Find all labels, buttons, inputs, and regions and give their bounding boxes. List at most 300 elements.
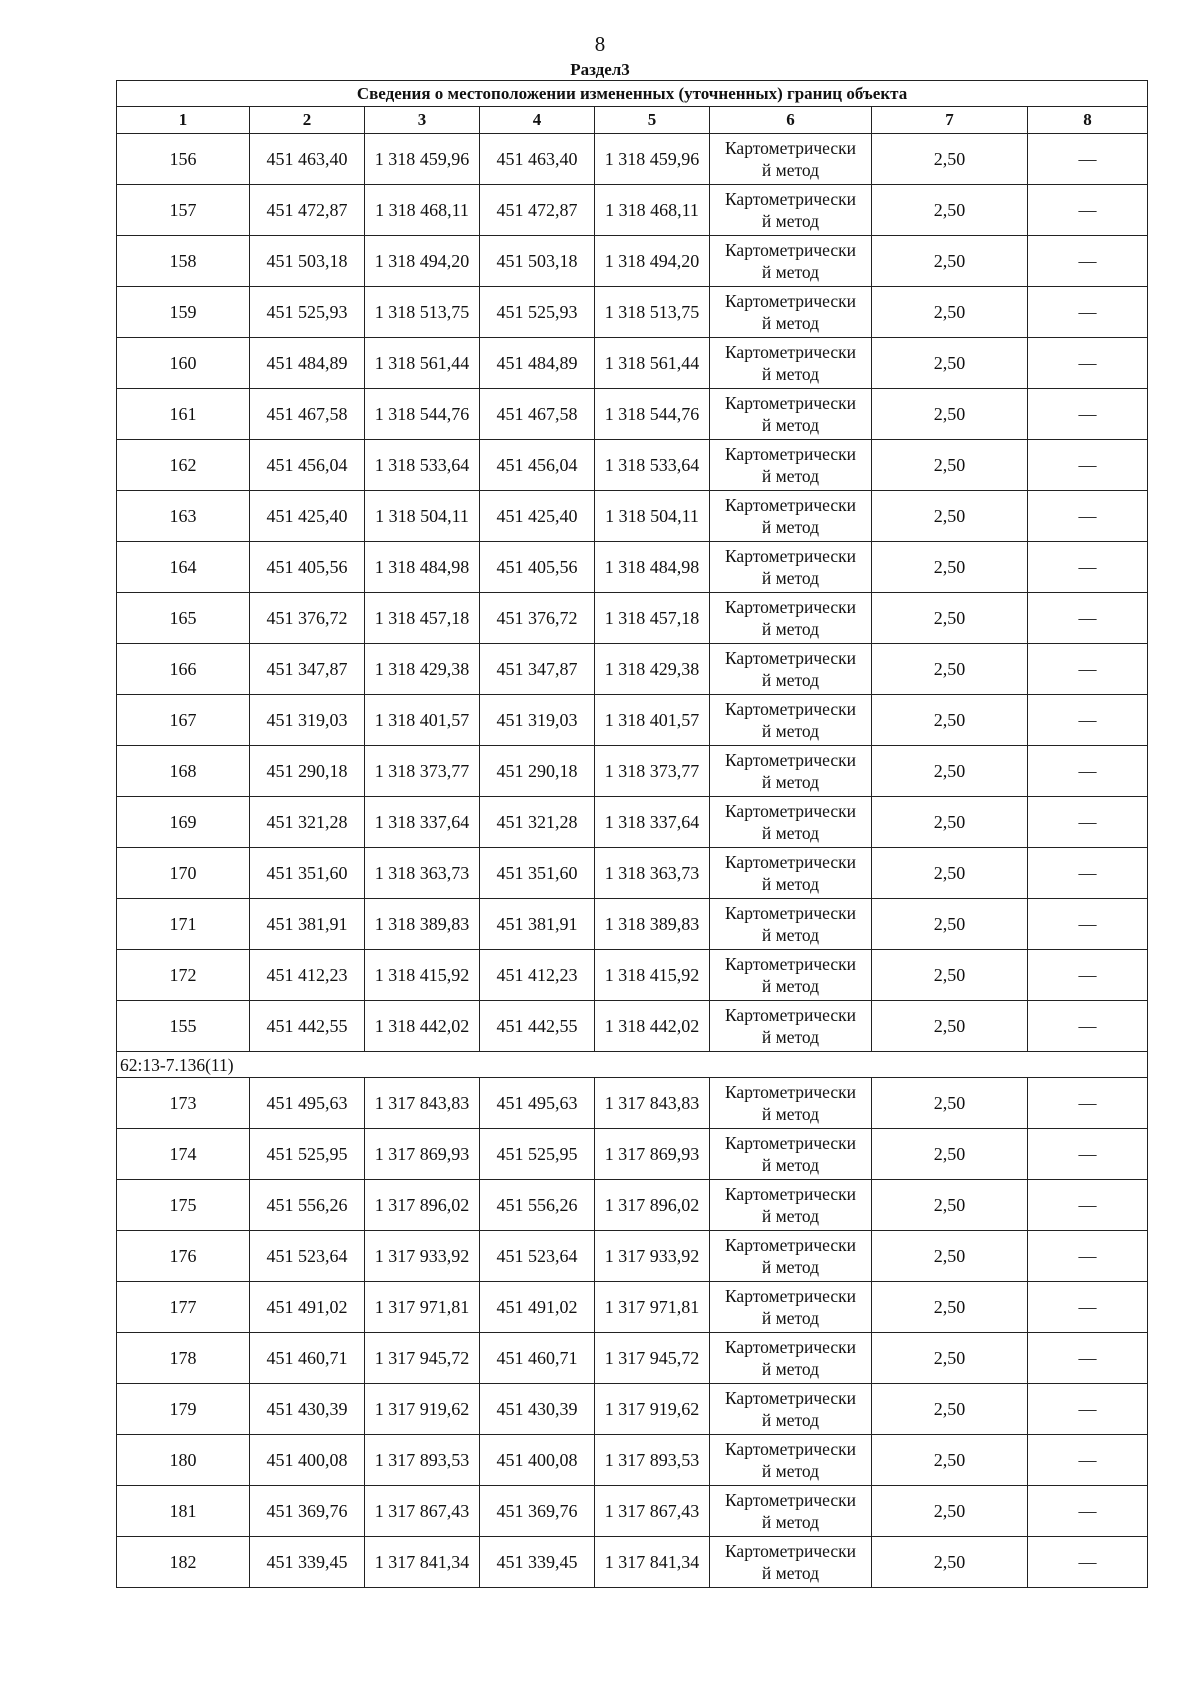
description-cell: —: [1028, 593, 1148, 644]
new-y-cell: 1 318 429,38: [595, 644, 710, 695]
new-y-cell: 1 318 459,96: [595, 134, 710, 185]
method-line: Картометрически: [724, 1184, 857, 1204]
table-row: [117, 950, 1148, 1001]
description-cell: —: [1028, 797, 1148, 848]
method-line: Картометрически: [724, 648, 857, 668]
new-y-cell: 1 318 513,75: [595, 287, 710, 338]
old-x-cell: 451 525,93: [250, 287, 365, 338]
method-line: й метод: [761, 721, 820, 741]
new-y-cell: 1 318 484,98: [595, 542, 710, 593]
old-x-cell: 451 463,40: [250, 134, 365, 185]
table-row: [117, 899, 1148, 950]
point-number-cell: 169: [117, 797, 250, 848]
method-cell: [710, 1384, 872, 1435]
old-x-cell: 451 495,63: [250, 1078, 365, 1129]
point-number-cell: 174: [117, 1129, 250, 1180]
point-number-cell: 159: [117, 287, 250, 338]
new-y-cell: 1 317 919,62: [595, 1384, 710, 1435]
table-row: [117, 1435, 1148, 1486]
method-cell: [710, 950, 872, 1001]
method-line: й метод: [761, 619, 820, 639]
new-y-cell: 1 318 561,44: [595, 338, 710, 389]
table-caption: Сведения о местоположении измененных (уточненных) границ объекта: [117, 81, 1148, 107]
table-row: [117, 491, 1148, 542]
new-x-cell: 451 442,55: [480, 1001, 595, 1052]
method-line: Картометрически: [724, 1490, 857, 1510]
old-x-cell: 451 456,04: [250, 440, 365, 491]
point-number-cell: 180: [117, 1435, 250, 1486]
column-number: 2: [250, 107, 365, 134]
method-line: Картометрически: [724, 495, 857, 515]
old-y-cell: 1 318 373,77: [365, 746, 480, 797]
accuracy-cell: 2,50: [872, 899, 1028, 950]
method-cell: [710, 1486, 872, 1537]
table-row: [117, 134, 1148, 185]
method-cell: [710, 797, 872, 848]
old-y-cell: 1 318 513,75: [365, 287, 480, 338]
description-cell: —: [1028, 1001, 1148, 1052]
method-line: й метод: [761, 466, 820, 486]
description-cell: —: [1028, 440, 1148, 491]
table-row: [117, 440, 1148, 491]
point-number-cell: 164: [117, 542, 250, 593]
table-row: [117, 593, 1148, 644]
old-x-cell: 451 491,02: [250, 1282, 365, 1333]
accuracy-cell: 2,50: [872, 1333, 1028, 1384]
method-line: Картометрически: [724, 138, 857, 158]
table-row: [117, 1486, 1148, 1537]
old-y-cell: 1 317 893,53: [365, 1435, 480, 1486]
method-cell: [710, 287, 872, 338]
new-y-cell: 1 318 442,02: [595, 1001, 710, 1052]
old-y-cell: 1 317 867,43: [365, 1486, 480, 1537]
column-number: 8: [1028, 107, 1148, 134]
method-cell: [710, 1435, 872, 1486]
point-number-cell: 177: [117, 1282, 250, 1333]
page-number: 8: [594, 32, 606, 56]
accuracy-cell: 2,50: [872, 287, 1028, 338]
description-cell: —: [1028, 1333, 1148, 1384]
method-line: Картометрически: [724, 852, 857, 872]
accuracy-cell: 2,50: [872, 644, 1028, 695]
method-cell: [710, 1282, 872, 1333]
table-row: [117, 1333, 1148, 1384]
point-number-cell: 172: [117, 950, 250, 1001]
description-cell: —: [1028, 1231, 1148, 1282]
old-y-cell: 1 317 971,81: [365, 1282, 480, 1333]
method-line: Картометрически: [724, 699, 857, 719]
column-number: 4: [480, 107, 595, 134]
old-x-cell: 451 400,08: [250, 1435, 365, 1486]
new-y-cell: 1 317 896,02: [595, 1180, 710, 1231]
method-line: й метод: [761, 1027, 820, 1047]
method-line: Картометрически: [724, 189, 857, 209]
point-number-cell: 182: [117, 1537, 250, 1588]
old-x-cell: 451 347,87: [250, 644, 365, 695]
old-x-cell: 451 525,95: [250, 1129, 365, 1180]
description-cell: —: [1028, 848, 1148, 899]
old-x-cell: 451 381,91: [250, 899, 365, 950]
group-label-row: [117, 1052, 1148, 1078]
method-line: Картометрически: [724, 1082, 857, 1102]
method-line: й метод: [761, 823, 820, 843]
description-cell: —: [1028, 236, 1148, 287]
method-cell: [710, 644, 872, 695]
description-cell: —: [1028, 1282, 1148, 1333]
description-cell: —: [1028, 1180, 1148, 1231]
accuracy-cell: 2,50: [872, 1180, 1028, 1231]
table-row: [117, 185, 1148, 236]
old-x-cell: 451 472,87: [250, 185, 365, 236]
table-row: [117, 797, 1148, 848]
old-y-cell: 1 317 896,02: [365, 1180, 480, 1231]
new-x-cell: 451 525,95: [480, 1129, 595, 1180]
description-cell: —: [1028, 644, 1148, 695]
method-cell: [710, 338, 872, 389]
new-x-cell: 451 319,03: [480, 695, 595, 746]
description-cell: —: [1028, 1129, 1148, 1180]
method-line: й метод: [761, 1155, 820, 1175]
table-row: [117, 1180, 1148, 1231]
old-y-cell: 1 318 504,11: [365, 491, 480, 542]
new-y-cell: 1 317 933,92: [595, 1231, 710, 1282]
new-x-cell: 451 400,08: [480, 1435, 595, 1486]
point-number-cell: 156: [117, 134, 250, 185]
column-number-row: [117, 107, 1148, 134]
description-cell: —: [1028, 491, 1148, 542]
point-number-cell: 179: [117, 1384, 250, 1435]
new-x-cell: 451 556,26: [480, 1180, 595, 1231]
point-number-cell: 167: [117, 695, 250, 746]
table-row: [117, 644, 1148, 695]
table-body: [117, 134, 1148, 1588]
old-x-cell: 451 412,23: [250, 950, 365, 1001]
method-line: Картометрически: [724, 1388, 857, 1408]
new-x-cell: 451 425,40: [480, 491, 595, 542]
accuracy-cell: 2,50: [872, 1078, 1028, 1129]
old-x-cell: 451 425,40: [250, 491, 365, 542]
point-number-cell: 155: [117, 1001, 250, 1052]
accuracy-cell: 2,50: [872, 491, 1028, 542]
new-x-cell: 451 463,40: [480, 134, 595, 185]
point-number-cell: 178: [117, 1333, 250, 1384]
old-x-cell: 451 460,71: [250, 1333, 365, 1384]
accuracy-cell: 2,50: [872, 1435, 1028, 1486]
old-x-cell: 451 321,28: [250, 797, 365, 848]
method-cell: [710, 1078, 872, 1129]
method-line: Картометрически: [724, 954, 857, 974]
new-y-cell: 1 317 867,43: [595, 1486, 710, 1537]
method-cell: [710, 1537, 872, 1588]
description-cell: —: [1028, 1486, 1148, 1537]
new-y-cell: 1 317 893,53: [595, 1435, 710, 1486]
new-y-cell: 1 318 494,20: [595, 236, 710, 287]
old-y-cell: 1 318 544,76: [365, 389, 480, 440]
point-number-cell: 173: [117, 1078, 250, 1129]
method-line: й метод: [761, 568, 820, 588]
new-x-cell: 451 351,60: [480, 848, 595, 899]
description-cell: —: [1028, 1537, 1148, 1588]
accuracy-cell: 2,50: [872, 1001, 1028, 1052]
accuracy-cell: 2,50: [872, 848, 1028, 899]
table-row: [117, 542, 1148, 593]
method-line: Картометрически: [724, 393, 857, 413]
column-number: 6: [710, 107, 872, 134]
description-cell: —: [1028, 1435, 1148, 1486]
description-cell: —: [1028, 1384, 1148, 1435]
accuracy-cell: 2,50: [872, 1129, 1028, 1180]
new-y-cell: 1 318 533,64: [595, 440, 710, 491]
method-cell: [710, 1231, 872, 1282]
new-x-cell: 451 491,02: [480, 1282, 595, 1333]
new-x-cell: 451 430,39: [480, 1384, 595, 1435]
method-cell: [710, 593, 872, 644]
method-line: й метод: [761, 262, 820, 282]
method-line: Картометрически: [724, 1337, 857, 1357]
group-label: 62:13-7.136(11): [117, 1052, 1148, 1078]
description-cell: —: [1028, 746, 1148, 797]
new-x-cell: 451 321,28: [480, 797, 595, 848]
new-x-cell: 451 523,64: [480, 1231, 595, 1282]
new-x-cell: 451 460,71: [480, 1333, 595, 1384]
method-line: Картометрически: [724, 801, 857, 821]
boundary-coordinates-table: [116, 80, 1148, 1588]
new-x-cell: 451 525,93: [480, 287, 595, 338]
table-row: [117, 1537, 1148, 1588]
table-caption-row: [117, 81, 1148, 107]
point-number-cell: 166: [117, 644, 250, 695]
method-line: Картометрически: [724, 342, 857, 362]
method-line: й метод: [761, 772, 820, 792]
old-x-cell: 451 523,64: [250, 1231, 365, 1282]
old-x-cell: 451 503,18: [250, 236, 365, 287]
new-x-cell: 451 381,91: [480, 899, 595, 950]
method-cell: [710, 695, 872, 746]
accuracy-cell: 2,50: [872, 338, 1028, 389]
accuracy-cell: 2,50: [872, 1537, 1028, 1588]
method-line: Картометрически: [724, 1541, 857, 1561]
point-number-cell: 175: [117, 1180, 250, 1231]
table-row: [117, 287, 1148, 338]
old-y-cell: 1 317 919,62: [365, 1384, 480, 1435]
old-y-cell: 1 317 869,93: [365, 1129, 480, 1180]
column-number: 7: [872, 107, 1028, 134]
new-y-cell: 1 318 401,57: [595, 695, 710, 746]
method-line: й метод: [761, 670, 820, 690]
table-row: [117, 1001, 1148, 1052]
method-line: й метод: [761, 1461, 820, 1481]
old-y-cell: 1 317 841,34: [365, 1537, 480, 1588]
method-line: Картометрически: [724, 903, 857, 923]
point-number-cell: 171: [117, 899, 250, 950]
column-number: 1: [117, 107, 250, 134]
old-x-cell: 451 405,56: [250, 542, 365, 593]
method-line: Картометрически: [724, 1439, 857, 1459]
method-line: Картометрически: [724, 1286, 857, 1306]
old-x-cell: 451 467,58: [250, 389, 365, 440]
old-y-cell: 1 317 933,92: [365, 1231, 480, 1282]
method-cell: [710, 899, 872, 950]
new-x-cell: 451 495,63: [480, 1078, 595, 1129]
new-x-cell: 451 347,87: [480, 644, 595, 695]
accuracy-cell: 2,50: [872, 950, 1028, 1001]
description-cell: —: [1028, 389, 1148, 440]
table-row: [117, 389, 1148, 440]
new-x-cell: 451 472,87: [480, 185, 595, 236]
method-line: Картометрически: [724, 1005, 857, 1025]
method-line: й метод: [761, 517, 820, 537]
table-row: [117, 1384, 1148, 1435]
new-x-cell: 451 456,04: [480, 440, 595, 491]
method-cell: [710, 746, 872, 797]
old-x-cell: 451 556,26: [250, 1180, 365, 1231]
old-x-cell: 451 319,03: [250, 695, 365, 746]
new-y-cell: 1 318 337,64: [595, 797, 710, 848]
old-y-cell: 1 318 457,18: [365, 593, 480, 644]
point-number-cell: 161: [117, 389, 250, 440]
accuracy-cell: 2,50: [872, 1384, 1028, 1435]
new-y-cell: 1 318 415,92: [595, 950, 710, 1001]
new-x-cell: 451 503,18: [480, 236, 595, 287]
new-y-cell: 1 317 945,72: [595, 1333, 710, 1384]
accuracy-cell: 2,50: [872, 797, 1028, 848]
point-number-cell: 181: [117, 1486, 250, 1537]
point-number-cell: 165: [117, 593, 250, 644]
column-number: 5: [595, 107, 710, 134]
method-line: Картометрически: [724, 597, 857, 617]
new-y-cell: 1 318 504,11: [595, 491, 710, 542]
point-number-cell: 160: [117, 338, 250, 389]
method-line: й метод: [761, 925, 820, 945]
point-number-cell: 158: [117, 236, 250, 287]
method-line: й метод: [761, 1206, 820, 1226]
method-line: Картометрически: [724, 1133, 857, 1153]
new-y-cell: 1 317 843,83: [595, 1078, 710, 1129]
new-x-cell: 451 412,23: [480, 950, 595, 1001]
old-x-cell: 451 369,76: [250, 1486, 365, 1537]
new-x-cell: 451 339,45: [480, 1537, 595, 1588]
method-line: Картометрически: [724, 1235, 857, 1255]
table-row: [117, 848, 1148, 899]
table-row: [117, 746, 1148, 797]
method-cell: [710, 1001, 872, 1052]
method-line: й метод: [761, 874, 820, 894]
point-number-cell: 176: [117, 1231, 250, 1282]
old-y-cell: 1 318 363,73: [365, 848, 480, 899]
method-line: й метод: [761, 1257, 820, 1277]
method-cell: [710, 1333, 872, 1384]
accuracy-cell: 2,50: [872, 542, 1028, 593]
accuracy-cell: 2,50: [872, 389, 1028, 440]
point-number-cell: 170: [117, 848, 250, 899]
accuracy-cell: 2,50: [872, 695, 1028, 746]
accuracy-cell: 2,50: [872, 1486, 1028, 1537]
new-y-cell: 1 317 869,93: [595, 1129, 710, 1180]
method-cell: [710, 1180, 872, 1231]
method-cell: [710, 440, 872, 491]
new-x-cell: 451 376,72: [480, 593, 595, 644]
accuracy-cell: 2,50: [872, 185, 1028, 236]
method-line: й метод: [761, 1410, 820, 1430]
new-x-cell: 451 369,76: [480, 1486, 595, 1537]
accuracy-cell: 2,50: [872, 236, 1028, 287]
new-y-cell: 1 317 841,34: [595, 1537, 710, 1588]
old-y-cell: 1 318 484,98: [365, 542, 480, 593]
accuracy-cell: 2,50: [872, 593, 1028, 644]
old-y-cell: 1 318 561,44: [365, 338, 480, 389]
accuracy-cell: 2,50: [872, 134, 1028, 185]
old-y-cell: 1 318 415,92: [365, 950, 480, 1001]
method-line: й метод: [761, 1104, 820, 1124]
table-row: [117, 338, 1148, 389]
method-cell: [710, 1129, 872, 1180]
description-cell: —: [1028, 287, 1148, 338]
table-row: [117, 695, 1148, 746]
new-y-cell: 1 318 363,73: [595, 848, 710, 899]
description-cell: —: [1028, 950, 1148, 1001]
method-line: й метод: [761, 1563, 820, 1583]
method-cell: [710, 185, 872, 236]
description-cell: —: [1028, 1078, 1148, 1129]
new-x-cell: 451 484,89: [480, 338, 595, 389]
old-y-cell: 1 318 533,64: [365, 440, 480, 491]
description-cell: —: [1028, 542, 1148, 593]
accuracy-cell: 2,50: [872, 1231, 1028, 1282]
new-x-cell: 451 467,58: [480, 389, 595, 440]
method-line: й метод: [761, 160, 820, 180]
table-row: [117, 1078, 1148, 1129]
description-cell: —: [1028, 134, 1148, 185]
old-y-cell: 1 318 494,20: [365, 236, 480, 287]
method-cell: [710, 134, 872, 185]
method-line: Картометрически: [724, 240, 857, 260]
old-x-cell: 451 376,72: [250, 593, 365, 644]
method-line: й метод: [761, 1512, 820, 1532]
description-cell: —: [1028, 695, 1148, 746]
point-number-cell: 157: [117, 185, 250, 236]
new-x-cell: 451 405,56: [480, 542, 595, 593]
new-y-cell: 1 318 544,76: [595, 389, 710, 440]
method-cell: [710, 491, 872, 542]
column-number: 3: [365, 107, 480, 134]
new-y-cell: 1 317 971,81: [595, 1282, 710, 1333]
table-row: [117, 236, 1148, 287]
new-y-cell: 1 318 389,83: [595, 899, 710, 950]
method-line: Картометрически: [724, 444, 857, 464]
table-row: [117, 1282, 1148, 1333]
method-line: й метод: [761, 313, 820, 333]
accuracy-cell: 2,50: [872, 1282, 1028, 1333]
old-y-cell: 1 318 442,02: [365, 1001, 480, 1052]
method-line: й метод: [761, 211, 820, 231]
old-y-cell: 1 317 843,83: [365, 1078, 480, 1129]
point-number-cell: 168: [117, 746, 250, 797]
point-number-cell: 163: [117, 491, 250, 542]
old-x-cell: 451 484,89: [250, 338, 365, 389]
accuracy-cell: 2,50: [872, 440, 1028, 491]
old-y-cell: 1 318 389,83: [365, 899, 480, 950]
method-cell: [710, 389, 872, 440]
method-line: Картометрически: [724, 750, 857, 770]
method-line: й метод: [761, 1308, 820, 1328]
method-line: Картометрически: [724, 546, 857, 566]
point-number-cell: 162: [117, 440, 250, 491]
new-x-cell: 451 290,18: [480, 746, 595, 797]
old-x-cell: 451 351,60: [250, 848, 365, 899]
new-y-cell: 1 318 468,11: [595, 185, 710, 236]
description-cell: —: [1028, 899, 1148, 950]
method-line: й метод: [761, 1359, 820, 1379]
